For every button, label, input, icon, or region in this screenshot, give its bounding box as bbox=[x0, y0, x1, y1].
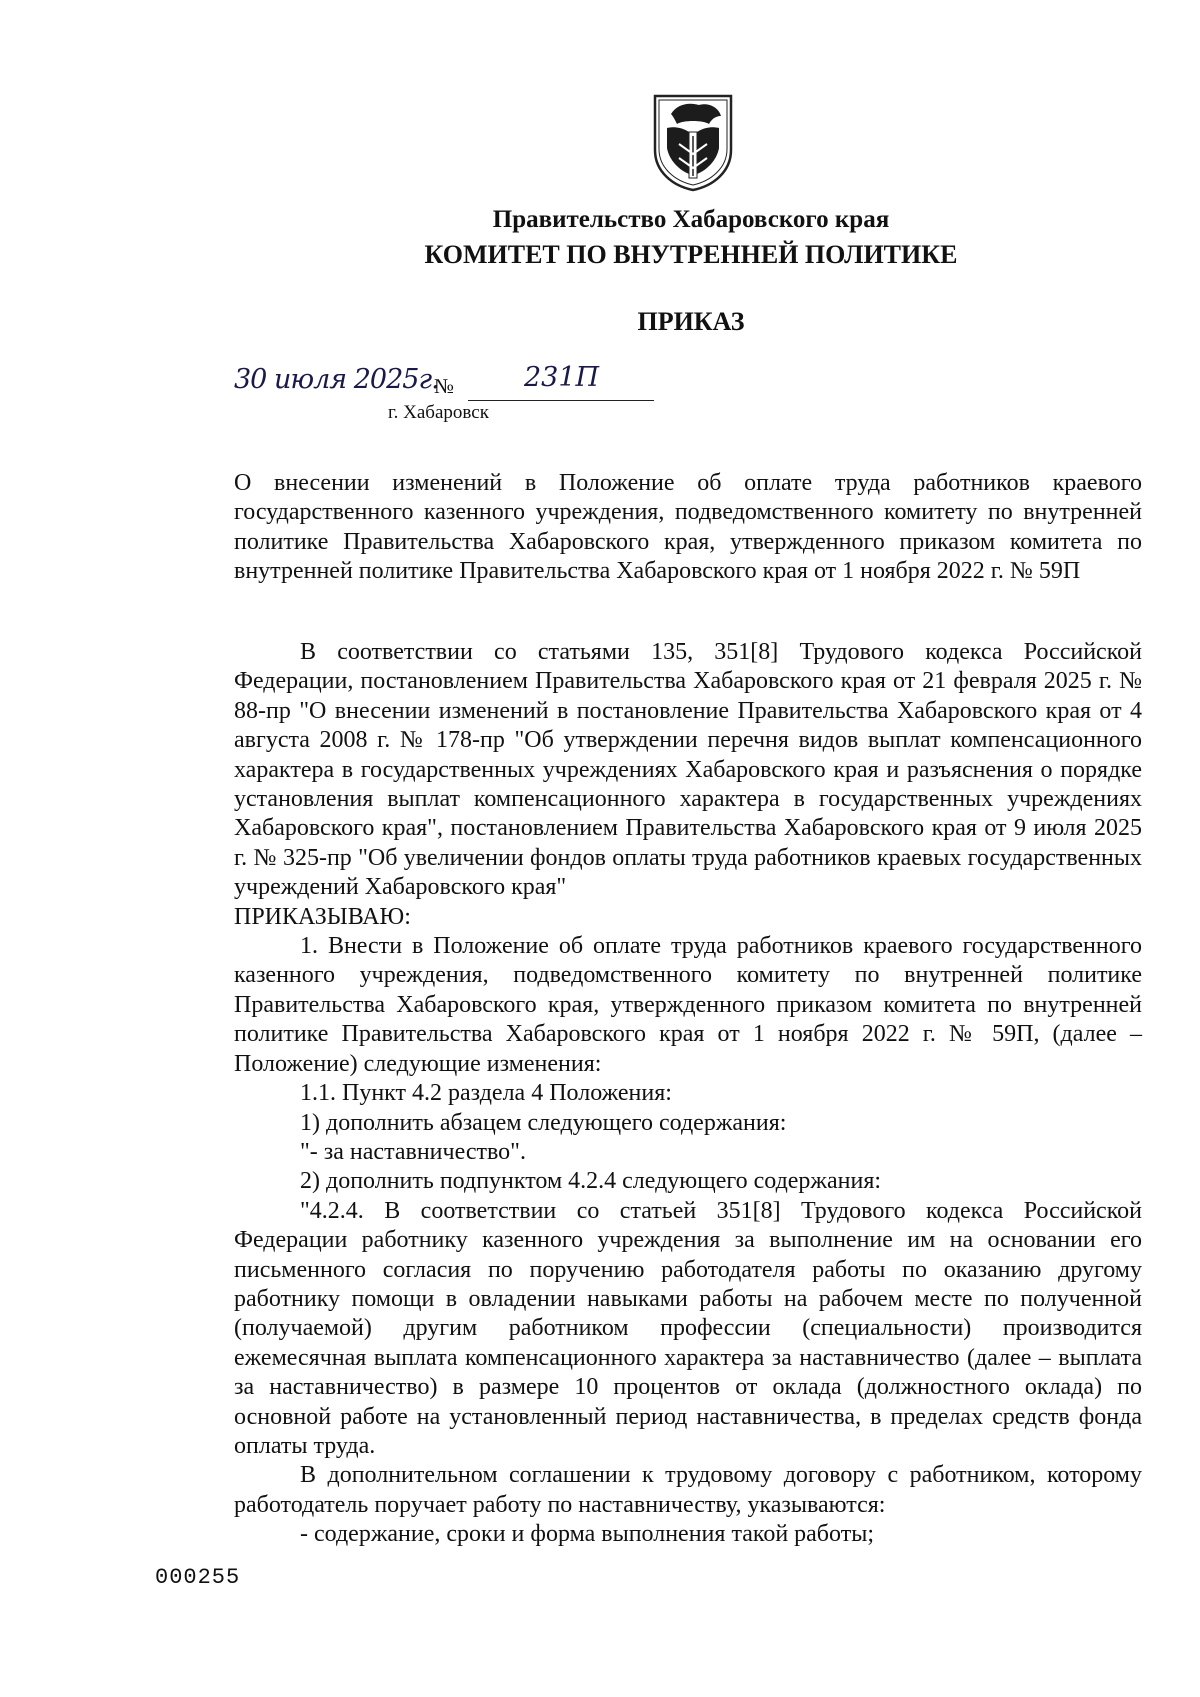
number-label: № bbox=[434, 374, 455, 398]
subitem-4-2-4-paragraph: "4.2.4. В соответствии со статьей 351[8] Трудового кодекса Российской Федерации работнику казенного учреждения за выполнение им на основании его письменного согласия по поручению работодателя работы по оказанию другому работнику помощи в овладении навыками работы на рабочем месте по полученной (получаемой) другим работником профессии (специальности) производится ежемесячная выплата компенсационного характера за наставничество (далее – выплата за наставничество) в размере 10 процентов от оклада (должностного оклада) по основной работе на установленный период наставничества, в пределах средств фонда оплаты труда. bbox=[234, 1197, 1142, 1459]
document-type: ПРИКАЗ bbox=[637, 307, 745, 336]
item-1-1-paragraph: 1.1. Пункт 4.2 раздела 4 Положения: bbox=[300, 1080, 672, 1107]
city-name: г. Хабаровск bbox=[388, 402, 489, 423]
title-text: О внесении изменений в Положение об оплате труда работников краевого государственного казенного учреждения, подведомственного комитету по внутренней политике Правительства Хабаровского края, утвержденного приказом комитета по внутренней политике Правительства Хабаровского края от 1 ноября 2022 г. № 59П bbox=[234, 470, 1142, 585]
handwritten-number: 231П bbox=[524, 362, 600, 393]
bullet-1-paragraph: - содержание, сроки и форма выполнения такой работы; bbox=[300, 1521, 874, 1548]
preamble-paragraph: В соответствии со статьями 135, 351[8] Трудового кодекса Российской Федерации, постановлением Правительства Хабаровского края от 21 февраля 2025 г. № 88-пр "О внесении изменений в постановление Правительства Хабаровского края от 4 августа 2008 г. № 178-пр "Об утверждении перечня видов выплат компенсационного характера в государственных учреждениях Хабаровского края и разъяснения о порядке установления выплат компенсационного характера в государственных учреждениях Хабаровского края", постановлением Правительства Хабаровского края от 9 июля 2025 г. № 325-пр "Об увеличении фондов оплаты труда работников краевых государственных учреждений Хабаровского края" bbox=[234, 639, 1142, 901]
number-underline bbox=[468, 400, 654, 401]
item-1-1-2-paragraph: 2) дополнить подпунктом 4.2.4 следующего содержания: bbox=[300, 1168, 882, 1195]
date-number-line bbox=[234, 364, 654, 404]
agreement-paragraph: В дополнительном соглашении к трудовому договору с работником, которому работодатель поручает работу по наставничеству, указываются: bbox=[234, 1462, 1142, 1518]
handwritten-date: 30 июля 2025г. bbox=[234, 364, 439, 395]
item-1-paragraph: 1. Внести в Положение об оплате труда работников краевого государственного казенного учреждения, подведомственного комитету по внутренней политике Правительства Хабаровского края, утвержденного приказом комитета по внутренней политике Правительства Хабаровского края от 1 ноября 2022 г. № 59П, (далее – Положение) следующие изменения: bbox=[234, 933, 1142, 1077]
order-title bbox=[234, 469, 1142, 587]
item-1-1-1-paragraph: 1) дополнить абзацем следующего содержания: bbox=[300, 1109, 787, 1136]
order-word: ПРИКАЗЫВАЮ: bbox=[234, 903, 411, 930]
order-body bbox=[234, 638, 1142, 1550]
quote-1-paragraph: "- за наставничество". bbox=[300, 1138, 526, 1165]
committee-name: КОМИТЕТ ПО ВНУТРЕННЕЙ ПОЛИТИКЕ bbox=[424, 240, 958, 269]
government-name: Правительство Хабаровского края bbox=[492, 206, 890, 233]
coat-of-arms-emblem bbox=[649, 92, 737, 192]
serial-number: 000255 bbox=[155, 1565, 241, 1590]
